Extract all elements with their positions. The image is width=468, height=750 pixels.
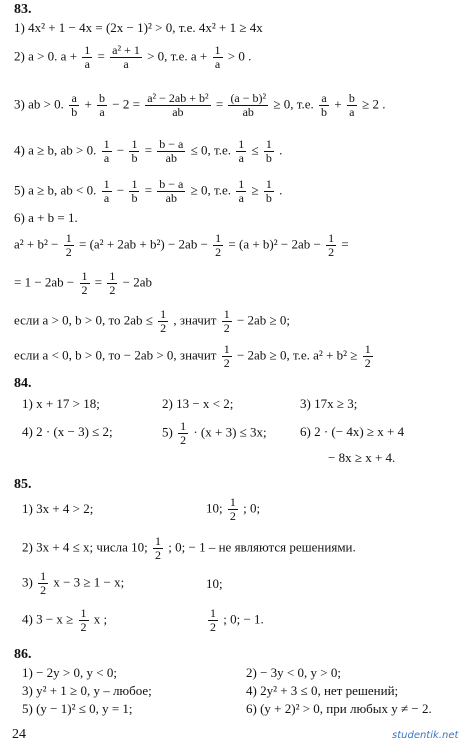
p83-line-9: если a > 0, b > 0, то 2ab ≤ $\frac{1}{2}$ , значит $\frac{1}{2}$ − 2ab ≥ 0; <box>14 307 291 335</box>
p86-item-6: 6) (y + 2)² > 0, при любых y ≠ − 2. <box>246 701 432 716</box>
p85-item-4-values: $\frac{1}{2}$ ; 0; − 1. <box>210 606 264 634</box>
p83-line-8: = 1 − 2ab − $\frac{1}{2}$ = $\frac{1}{2}$ − 2ab <box>14 269 152 297</box>
p83-line-3: 3) ab > 0. $\frac{a}{b}$ + $\frac{b}{a}$ − 2 = $\frac{\text{a² − 2ab + b²}}{ab}$ = $\frac{\text{(a − b)²}}{ab}$ ≥ 0, т.е. $\frac{a}{b}$ + $\frac{b}{a}$ ≥ 2 . <box>14 91 386 119</box>
p84-item-6: 6) 2 · (− 4x) ≥ x + 4 <box>300 424 405 439</box>
p84-item-6-cont: − 8x ≥ x + 4. <box>328 450 396 465</box>
p86-item-5: 5) (y − 1)² ≤ 0, y = 1; <box>22 701 133 716</box>
p86-item-3: 3) y² + 1 ≥ 0, y – любое; <box>22 683 152 698</box>
p84-item-2: 2) 13 − x < 2; <box>162 396 234 411</box>
p86-item-4: 4) 2y² + 3 ≤ 0, нет решений; <box>246 683 399 698</box>
p85-item-3: 3) $\frac{1}{2}$ x − 3 ≥ 1 − x; <box>22 569 125 597</box>
p84-item-5: 5) $\frac{1}{2}$ · (x + 3) ≤ 3x; <box>162 419 267 447</box>
p85-item-4: 4) 3 − x ≥ $\frac{1}{2}$ x ; <box>22 606 108 634</box>
problem-83-heading: 83. <box>14 2 32 17</box>
watermark: studentik.net <box>392 730 459 741</box>
p83-line-5: 5) a ≥ b, ab < 0. $\frac{1}{a}$ − $\frac{1}{b}$ = $\frac{b - a}{ab}$ ≥ 0, т.е. $\frac{1}{a}$ ≥ $\frac{1}{b}$ . <box>14 177 283 205</box>
p85-item-3-values: 10; <box>206 576 223 591</box>
p85-item-1-values: 10; $\frac{1}{2}$ ; 0; <box>206 495 261 523</box>
problem-85-heading: 85. <box>14 477 32 492</box>
problem-84-heading: 84. <box>14 376 32 391</box>
p83-line-2: 2) a > 0. a + $\frac{1}{a}$ = $\frac{\text{a² + 1}}{a}$ > 0, т.е. a + $\frac{1}{a}$ > 0 . <box>14 43 252 71</box>
p85-item-1: 1) 3x + 4 > 2; <box>22 501 94 516</box>
p84-item-1: 1) x + 17 > 18; <box>22 396 100 411</box>
p86-item-2: 2) − 3y < 0, y > 0; <box>246 665 341 680</box>
p83-line-7: a² + b² − $\frac{1}{2}$ = (a² + 2ab + b²) − 2ab − $\frac{1}{2}$ = (a + b)² − 2ab − $\frac{1}{2}$ = <box>14 231 349 259</box>
p84-item-3: 3) 17x ≥ 3; <box>300 396 358 411</box>
p83-line-10: если a < 0, b > 0, то − 2ab > 0, значит $\frac{1}{2}$ − 2ab ≥ 0, т.е. a² + b² ≥ $\frac{1}{2}$ <box>14 342 371 370</box>
problem-86-heading: 86. <box>14 647 32 662</box>
p84-item-4: 4) 2 · (x − 3) ≤ 2; <box>22 424 113 439</box>
p83-line-4: 4) a ≥ b, ab > 0. $\frac{1}{a}$ − $\frac{1}{b}$ = $\frac{b - a}{ab}$ ≤ 0, т.е. $\frac{1}{a}$ ≤ $\frac{1}{b}$ . <box>14 137 283 165</box>
p85-item-2: 2) 3x + 4 ≤ x; числа 10; $\frac{1}{2}$ ; 0; − 1 – не являются решениями. <box>22 534 356 562</box>
page-number: 24 <box>12 727 26 742</box>
p83-line-6: 6) a + b = 1. <box>14 210 78 225</box>
p86-item-1: 1) − 2y > 0, y < 0; <box>22 665 117 680</box>
p83-line-1: 1) 4x² + 1 − 4x = (2x − 1)² > 0, т.е. 4x² + 1 ≥ 4x <box>14 20 263 35</box>
